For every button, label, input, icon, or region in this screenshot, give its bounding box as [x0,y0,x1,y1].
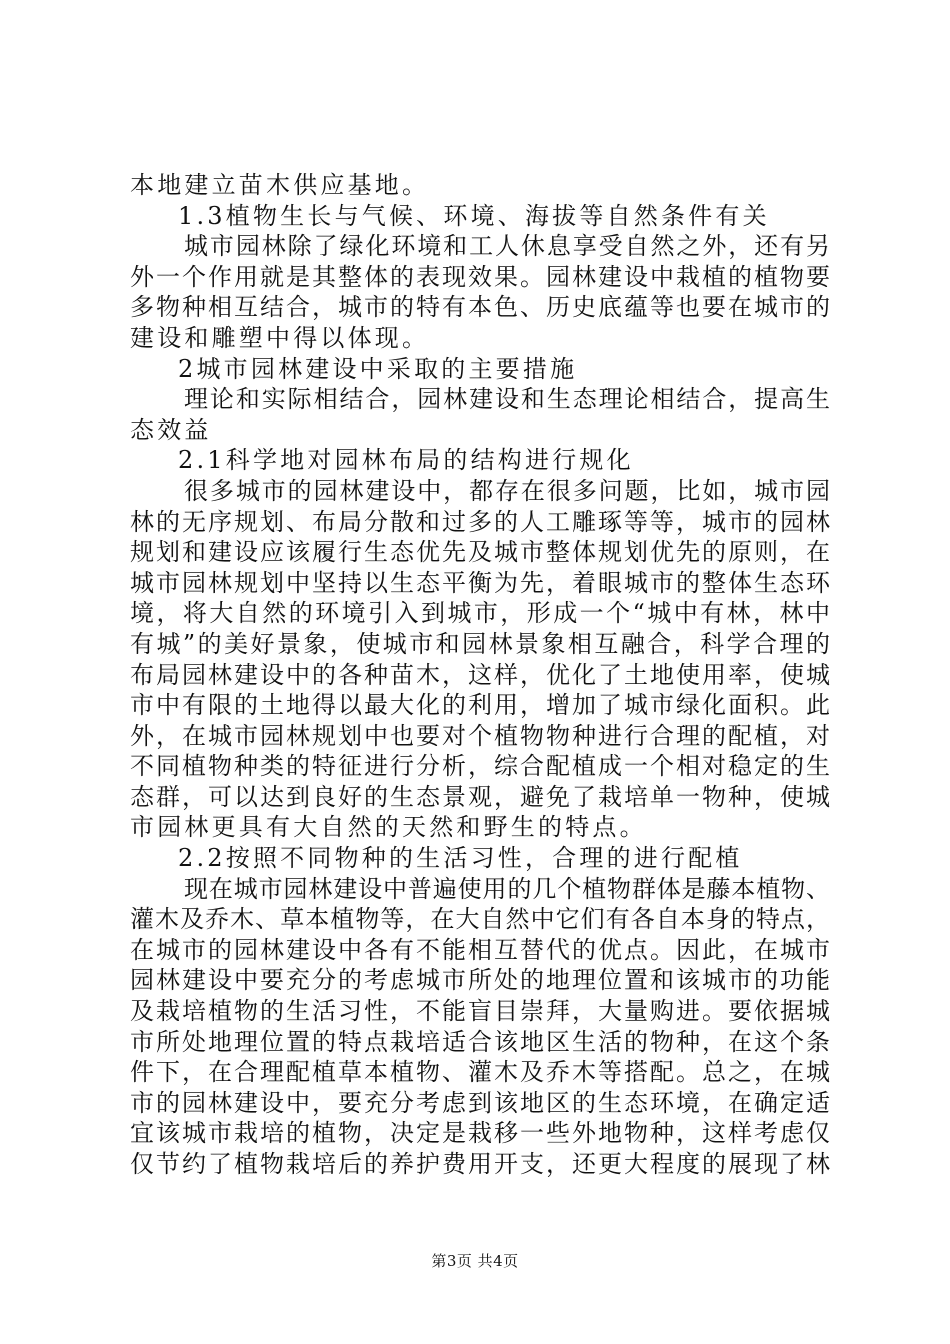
section-heading-2: 2城市园林建设中采取的主要措施 [178,354,578,383]
text-line-11: 很多城市的园林建设中，都存在很多问题，比如，城市园 [184,476,830,505]
text-line-15: 境，将大自然的环境引入到城市，形成一个“城中有林，林中 [130,599,830,628]
text-line-13: 规划和建设应该履行生态优先及城市整体规划优先的原则，在 [130,538,830,567]
text-line-18: 市中有限的土地得以最大化的利用，增加了城市绿化面积。此 [130,691,830,720]
text-line-32: 宜该城市栽培的植物，决定是栽移一些外地物种，这样考虑仅 [130,1119,830,1148]
text-line-9: 态效益 [130,415,212,444]
page-number-label: 第3页 共4页 [431,1252,519,1270]
text-line-33: 仅节约了植物栽培后的养护费用开支，还更大程度的展现了林 [130,1150,830,1178]
text-line-30: 件下，在合理配植草本植物、灌木及乔木等搭配。总之，在城 [130,1058,830,1087]
text-line-21: 态群，可以达到良好的生态景观，避免了栽培单一物种，使城 [130,782,830,811]
section-heading-2-1: 2.1科学地对园林布局的结构进行规化 [178,446,634,475]
text-line-1: 本地建立苗木供应基地。 [130,171,430,199]
text-line-5: 多物种相互结合，城市的特有本色、历史底蕴等也要在城市的 [130,293,830,322]
text-line-12: 林的无序规划、布局分散和过多的人工雕琢等等，城市的园林 [130,507,830,536]
text-line-3: 城市园林除了绿化环境和工人休息享受自然之外，还有另 [184,232,830,261]
text-line-24: 现在城市园林建设中普遍使用的几个植物群体是藤本植物、 [184,874,830,903]
text-line-28: 及栽培植物的生活习性，不能盲目崇拜，大量购进。要依据城 [130,997,830,1026]
text-line-27: 园林建设中要充分的考虑城市所处的地理位置和该城市的功能 [130,966,830,995]
page-footer [0,1250,950,1271]
text-line-17: 布局园林建设中的各种苗木，这样，优化了土地使用率，使城 [130,660,830,689]
text-line-26: 在城市的园林建设中各有不能相互替代的优点。因此，在城市 [130,935,830,964]
section-heading-2-2: 2.2按照不同物种的生活习性，合理的进行配植 [178,844,743,873]
text-line-6: 建设和雕塑中得以体现。 [130,323,430,352]
section-heading-1-3: 1.3植物生长与气候、环境、海拔等自然条件有关 [178,201,770,230]
text-line-16: 有城”的美好景象，使城市和园林景象相互融合，科学合理的 [130,629,830,658]
text-line-25: 灌木及乔木、草本植物等，在大自然中它们有各自本身的特点， [130,905,830,934]
document-body [130,170,830,1180]
text-line-29: 市所处地理位置的特点栽培适合该地区生活的物种，在这个条 [130,1027,830,1056]
text-line-8: 理论和实际相结合，园林建设和生态理论相结合，提高生 [184,385,830,414]
text-line-4: 外一个作用就是其整体的表现效果。园林建设中栽植的植物要 [130,262,830,291]
text-line-31: 市的园林建设中，要充分考虑到该地区的生态环境，在确定适 [130,1088,830,1117]
text-line-20: 不同植物种类的特征进行分析，综合配植成一个相对稳定的生 [130,752,830,781]
text-line-22: 市园林更具有大自然的天然和野生的特点。 [130,813,647,842]
text-line-14: 城市园林规划中坚持以生态平衡为先，着眼城市的整体生态环 [130,568,830,597]
text-line-19: 外，在城市园林规划中也要对个植物物种进行合理的配植，对 [130,721,830,750]
